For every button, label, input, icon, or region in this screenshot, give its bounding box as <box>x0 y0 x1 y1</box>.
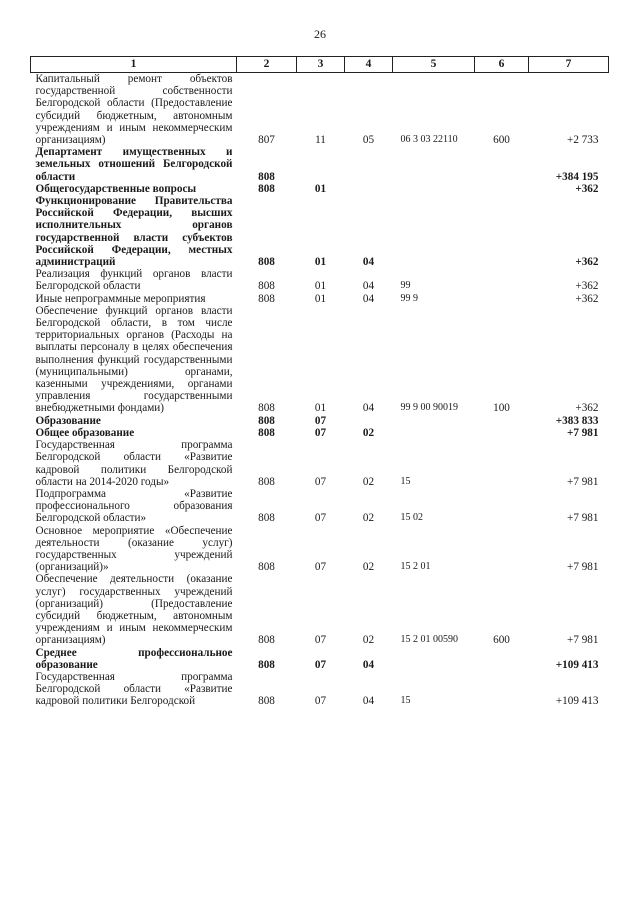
expense-type-code <box>475 488 529 525</box>
table-row <box>31 525 609 574</box>
column-header: 3 <box>297 57 345 73</box>
amount: +2 733 <box>567 134 599 147</box>
table-row <box>31 427 609 439</box>
section-code: 07 <box>314 695 327 708</box>
amount: +362 <box>575 256 599 269</box>
row-description: Обеспечение деятельности (оказание услуг) государственных учреждений (организаций) (Предоставление субсидий бюджетным, автономным учреждениям и иным некоммерческим организациям) <box>35 573 233 647</box>
row-description: Общегосударственные вопросы <box>35 182 197 195</box>
subsection-code: 02 <box>362 475 375 488</box>
row-description: Подпрограмма «Развитие профессионального образования Белгородской области» <box>35 487 233 525</box>
table-row <box>31 183 609 195</box>
expense-type-code <box>475 146 529 183</box>
expense-type-code <box>475 671 529 708</box>
expense-type-code <box>475 195 529 268</box>
table-row <box>31 671 609 708</box>
admin-code: 808 <box>258 182 275 195</box>
expense-type-code <box>475 525 529 574</box>
amount: +362 <box>575 182 599 195</box>
expense-type-code <box>475 647 529 671</box>
section-code: 07 <box>314 561 327 574</box>
section-code: 01 <box>314 256 327 269</box>
target-article-code <box>393 415 475 427</box>
subsection-code: 02 <box>362 561 375 574</box>
table-row <box>31 647 609 671</box>
target-article-code: 99 <box>400 280 411 292</box>
target-article-code <box>393 146 475 183</box>
target-article-code: 99 9 00 90019 <box>400 402 458 414</box>
table-row <box>31 293 609 305</box>
section-code: 01 <box>314 292 327 305</box>
section-code: 07 <box>314 512 327 525</box>
subsection-code: 05 <box>362 134 375 147</box>
column-header: 5 <box>393 57 475 73</box>
row-description: Реализация функций органов власти Белгородской области <box>35 268 233 293</box>
section-code: 07 <box>314 475 327 488</box>
admin-code: 808 <box>258 402 275 415</box>
expense-type-code <box>475 268 529 292</box>
column-header: 7 <box>529 57 609 73</box>
column-header: 4 <box>345 57 393 73</box>
row-description: Департамент имущественных и земельных отношений Белгородской области <box>35 146 233 183</box>
table-row <box>31 573 609 646</box>
target-article-code: 06 3 03 22110 <box>400 134 458 146</box>
admin-code: 808 <box>258 695 275 708</box>
amount: +383 833 <box>555 414 599 427</box>
row-description: Капитальный ремонт объектов государственной собственности Белгородской области (Предоставление субсидий бюджетным, автономным учреждениям и иным некоммерческим организациям) <box>35 73 233 147</box>
row-description: Образование <box>35 414 101 427</box>
row-description: Функционирование Правительства Российской Федерации, высших исполнительных органов государственной власти субъектов Российской Федерации, местных администраций <box>35 195 233 269</box>
subsection-code: 04 <box>362 402 375 415</box>
row-description: Среднее профессиональное образование <box>35 646 233 671</box>
target-article-code: 15 2 01 <box>400 561 431 573</box>
section-code: 07 <box>314 426 327 439</box>
target-article-code: 15 2 01 00590 <box>400 634 458 646</box>
section-code: 07 <box>314 634 327 647</box>
row-description: Обеспечение функций органов власти Белгородской области, в том числе территориальных органов (Расходы на выплаты персоналу в целях обеспечения выполнения функций государственными (муниципальными) органами, казенными учреждениями, органами управления государственными внебюджетными фондами) <box>35 304 233 415</box>
subsection-code <box>345 146 393 183</box>
amount: +7 981 <box>567 634 599 647</box>
admin-code: 808 <box>258 658 275 671</box>
row-description: Государственная программа Белгородской области «Развитие кадровой политики Белгородской <box>35 670 233 708</box>
expense-type-code: 600 <box>493 134 510 147</box>
amount: +384 195 <box>555 170 599 183</box>
admin-code: 808 <box>258 634 275 647</box>
admin-code: 808 <box>258 292 275 305</box>
column-header: 6 <box>475 57 529 73</box>
table-row <box>31 415 609 427</box>
column-header: 1 <box>31 57 237 73</box>
amount: +7 981 <box>567 561 599 574</box>
admin-code: 808 <box>258 561 275 574</box>
admin-code: 808 <box>258 414 275 427</box>
expense-type-code <box>475 183 529 195</box>
expense-type-code <box>475 293 529 305</box>
admin-code: 808 <box>258 280 275 293</box>
row-description: Основное мероприятие «Обеспечение деятельности (оказание услуг) государственных учреждений (организаций)» <box>35 524 233 574</box>
section-code: 11 <box>315 134 326 147</box>
admin-code: 807 <box>258 134 275 147</box>
amount: +109 413 <box>555 658 599 671</box>
section-code: 07 <box>314 414 327 427</box>
section-code: 01 <box>314 402 327 415</box>
section-code: 01 <box>314 280 327 293</box>
section-code <box>297 146 345 183</box>
table-row <box>31 73 609 147</box>
table-row <box>31 488 609 525</box>
admin-code: 808 <box>258 475 275 488</box>
table-header-row <box>31 57 609 73</box>
table-row <box>31 146 609 183</box>
row-description: Иные непрограммные мероприятия <box>35 292 206 305</box>
subsection-code: 02 <box>362 634 375 647</box>
amount: +7 981 <box>567 475 599 488</box>
admin-code: 808 <box>258 256 275 269</box>
admin-code: 808 <box>258 426 275 439</box>
row-description: Государственная программа Белгородской области «Развитие кадровой политики Белгородской области на 2014-2020 годы» <box>35 439 233 488</box>
subsection-code: 04 <box>362 280 375 293</box>
amount: +362 <box>575 292 599 305</box>
amount: +362 <box>575 280 599 293</box>
amount: +7 981 <box>567 512 599 525</box>
subsection-code: 04 <box>362 292 375 305</box>
table-row <box>31 268 609 292</box>
row-description: Общее образование <box>35 426 135 439</box>
admin-code: 808 <box>258 512 275 525</box>
admin-code: 808 <box>258 170 275 183</box>
table-row <box>31 305 609 415</box>
expense-type-code <box>475 439 529 488</box>
subsection-code: 02 <box>362 512 375 525</box>
amount: +362 <box>575 402 599 415</box>
target-article-code <box>393 183 475 195</box>
subsection-code <box>345 415 393 427</box>
target-article-code <box>393 647 475 671</box>
target-article-code <box>393 195 475 268</box>
target-article-code: 15 <box>400 695 411 707</box>
amount: +109 413 <box>555 695 599 708</box>
subsection-code <box>345 183 393 195</box>
target-article-code: 15 <box>400 475 411 487</box>
target-article-code <box>393 427 475 439</box>
column-header: 2 <box>237 57 297 73</box>
subsection-code: 04 <box>362 658 375 671</box>
table-row <box>31 439 609 488</box>
page-number: 26 <box>314 27 326 41</box>
section-code: 01 <box>314 182 327 195</box>
amount: +7 981 <box>566 426 599 439</box>
subsection-code: 02 <box>362 426 375 439</box>
table-row <box>31 195 609 268</box>
expense-type-code <box>475 427 529 439</box>
target-article-code: 15 02 <box>400 512 423 524</box>
subsection-code: 04 <box>362 256 375 269</box>
expense-type-code: 100 <box>493 402 510 415</box>
expense-type-code <box>475 415 529 427</box>
section-code: 07 <box>314 658 327 671</box>
expense-type-code: 600 <box>493 634 510 647</box>
budget-table <box>30 56 609 708</box>
subsection-code: 04 <box>362 695 375 708</box>
target-article-code: 99 9 <box>400 292 418 304</box>
